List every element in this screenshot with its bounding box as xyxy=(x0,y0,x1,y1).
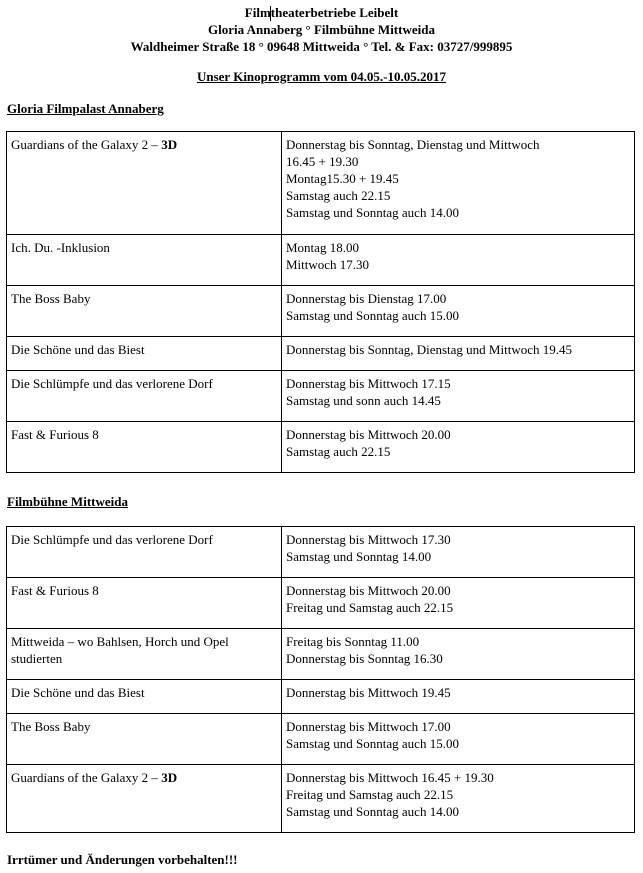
film-title: Fast & Furious 8 xyxy=(11,583,99,598)
table-row xyxy=(7,527,635,578)
showtimes-cell xyxy=(282,235,635,286)
section-heading-mittweida: Filmbühne Mittweida xyxy=(7,494,128,509)
showtimes-cell xyxy=(282,680,635,714)
film-title: Guardians of the Galaxy 2 – xyxy=(11,770,158,785)
showtime-line: Donnerstag bis Dienstag 17.00 xyxy=(286,291,447,306)
showtimes-cell xyxy=(282,422,635,473)
program-title: Unser Kinoprogramm vom 04.05.-10.05.2017 xyxy=(196,69,447,84)
showtime-line: Samstag auch 22.15 xyxy=(286,188,391,203)
showtime-line: Montag15.30 + 19.45 xyxy=(286,171,399,186)
film-format-badge: 3D xyxy=(161,770,178,785)
table-row xyxy=(7,337,635,371)
showtime-line: Freitag bis Sonntag 11.00 xyxy=(286,634,420,649)
film-title-cell xyxy=(7,132,282,235)
table-row xyxy=(7,371,635,422)
cinemas-line: Gloria Annaberg ° Filmbühne Mittweida xyxy=(208,22,435,37)
showtimes-cell xyxy=(282,578,635,629)
showtimes-cell xyxy=(282,286,635,337)
section-heading-annaberg: Gloria Filmpalast Annaberg xyxy=(7,101,164,116)
film-title-cell xyxy=(7,714,282,765)
showtime-line: Samstag und Sonntag 14.00 xyxy=(286,549,432,564)
showtime-line: Donnerstag bis Sonntag, Dienstag und Mittwoch 19.45 xyxy=(286,342,572,357)
film-title-cell xyxy=(7,286,282,337)
showtime-line: Donnerstag bis Sonntag, Dienstag und Mittwoch xyxy=(286,137,540,152)
film-title: Guardians of the Galaxy 2 – xyxy=(11,137,158,152)
film-title-cell xyxy=(7,371,282,422)
film-format-badge: 3D xyxy=(161,137,178,152)
table-row xyxy=(7,629,635,680)
program-table-mittweida xyxy=(6,526,635,833)
table-row xyxy=(7,132,635,235)
showtime-line: 16.45 + 19.30 xyxy=(286,154,359,169)
film-title-cell xyxy=(7,578,282,629)
film-title-cell xyxy=(7,235,282,286)
showtimes-cell xyxy=(282,714,635,765)
film-title-cell xyxy=(7,337,282,371)
showtime-line: Donnerstag bis Mittwoch 20.00 xyxy=(286,583,451,598)
film-title-cell xyxy=(7,527,282,578)
film-title: Mittweida – wo Bahlsen, Horch und Opel studierten xyxy=(11,634,229,666)
film-title: Fast & Furious 8 xyxy=(11,427,99,442)
showtime-line: Mittwoch 17.30 xyxy=(286,257,370,272)
film-title-cell xyxy=(7,680,282,714)
company-name: Filmtheaterbetriebe Leibelt xyxy=(244,5,399,20)
showtime-line: Donnerstag bis Mittwoch 17.30 xyxy=(286,532,451,547)
showtime-line: Samstag und Sonntag auch 15.00 xyxy=(286,308,459,323)
film-title-cell xyxy=(7,765,282,833)
showtime-line: Donnerstag bis Sonntag 16.30 xyxy=(286,651,443,666)
showtime-line: Donnerstag bis Mittwoch 17.00 xyxy=(286,719,451,734)
showtime-line: Samstag und Sonntag auch 14.00 xyxy=(286,804,459,819)
film-title: Die Schöne und das Biest xyxy=(11,685,145,700)
film-title-cell xyxy=(7,629,282,680)
table-row xyxy=(7,714,635,765)
table-row xyxy=(7,422,635,473)
showtime-line: Samstag und sonn auch 14.45 xyxy=(286,393,441,408)
table-row xyxy=(7,680,635,714)
showtimes-cell xyxy=(282,765,635,833)
program-table-annaberg xyxy=(6,131,635,473)
showtime-line: Freitag und Samstag auch 22.15 xyxy=(286,600,454,615)
film-title: The Boss Baby xyxy=(11,291,91,306)
showtime-line: Samstag auch 22.15 xyxy=(286,444,391,459)
showtime-line: Donnerstag bis Mittwoch 16.45 + 19.30 xyxy=(286,770,494,785)
showtimes-cell xyxy=(282,337,635,371)
showtimes-cell xyxy=(282,371,635,422)
document-header xyxy=(0,4,643,55)
showtime-line: Freitag und Samstag auch 22.15 xyxy=(286,787,454,802)
showtime-line: Montag 18.00 xyxy=(286,240,359,255)
disclaimer: Irrtümer und Änderungen vorbehalten!!! xyxy=(7,852,238,867)
table-row xyxy=(7,765,635,833)
address-line: Waldheimer Straße 18 ° 09648 Mittweida ° Tel. & Fax: 03727/999895 xyxy=(130,39,513,54)
table-row xyxy=(7,286,635,337)
film-title: Die Schöne und das Biest xyxy=(11,342,145,357)
showtimes-cell xyxy=(282,527,635,578)
showtime-line: Samstag und Sonntag auch 14.00 xyxy=(286,205,459,220)
showtimes-cell xyxy=(282,132,635,235)
showtime-line: Donnerstag bis Mittwoch 20.00 xyxy=(286,427,451,442)
film-title-cell xyxy=(7,422,282,473)
showtime-line: Samstag und Sonntag auch 15.00 xyxy=(286,736,459,751)
film-title: Die Schlümpfe und das verlorene Dorf xyxy=(11,376,213,391)
showtimes-cell xyxy=(282,629,635,680)
table-row xyxy=(7,578,635,629)
film-title: Die Schlümpfe und das verlorene Dorf xyxy=(11,532,213,547)
film-title: The Boss Baby xyxy=(11,719,91,734)
film-title: Ich. Du. -Inklusion xyxy=(11,240,110,255)
table-row xyxy=(7,235,635,286)
showtime-line: Donnerstag bis Mittwoch 17.15 xyxy=(286,376,451,391)
showtime-line: Donnerstag bis Mittwoch 19.45 xyxy=(286,685,451,700)
